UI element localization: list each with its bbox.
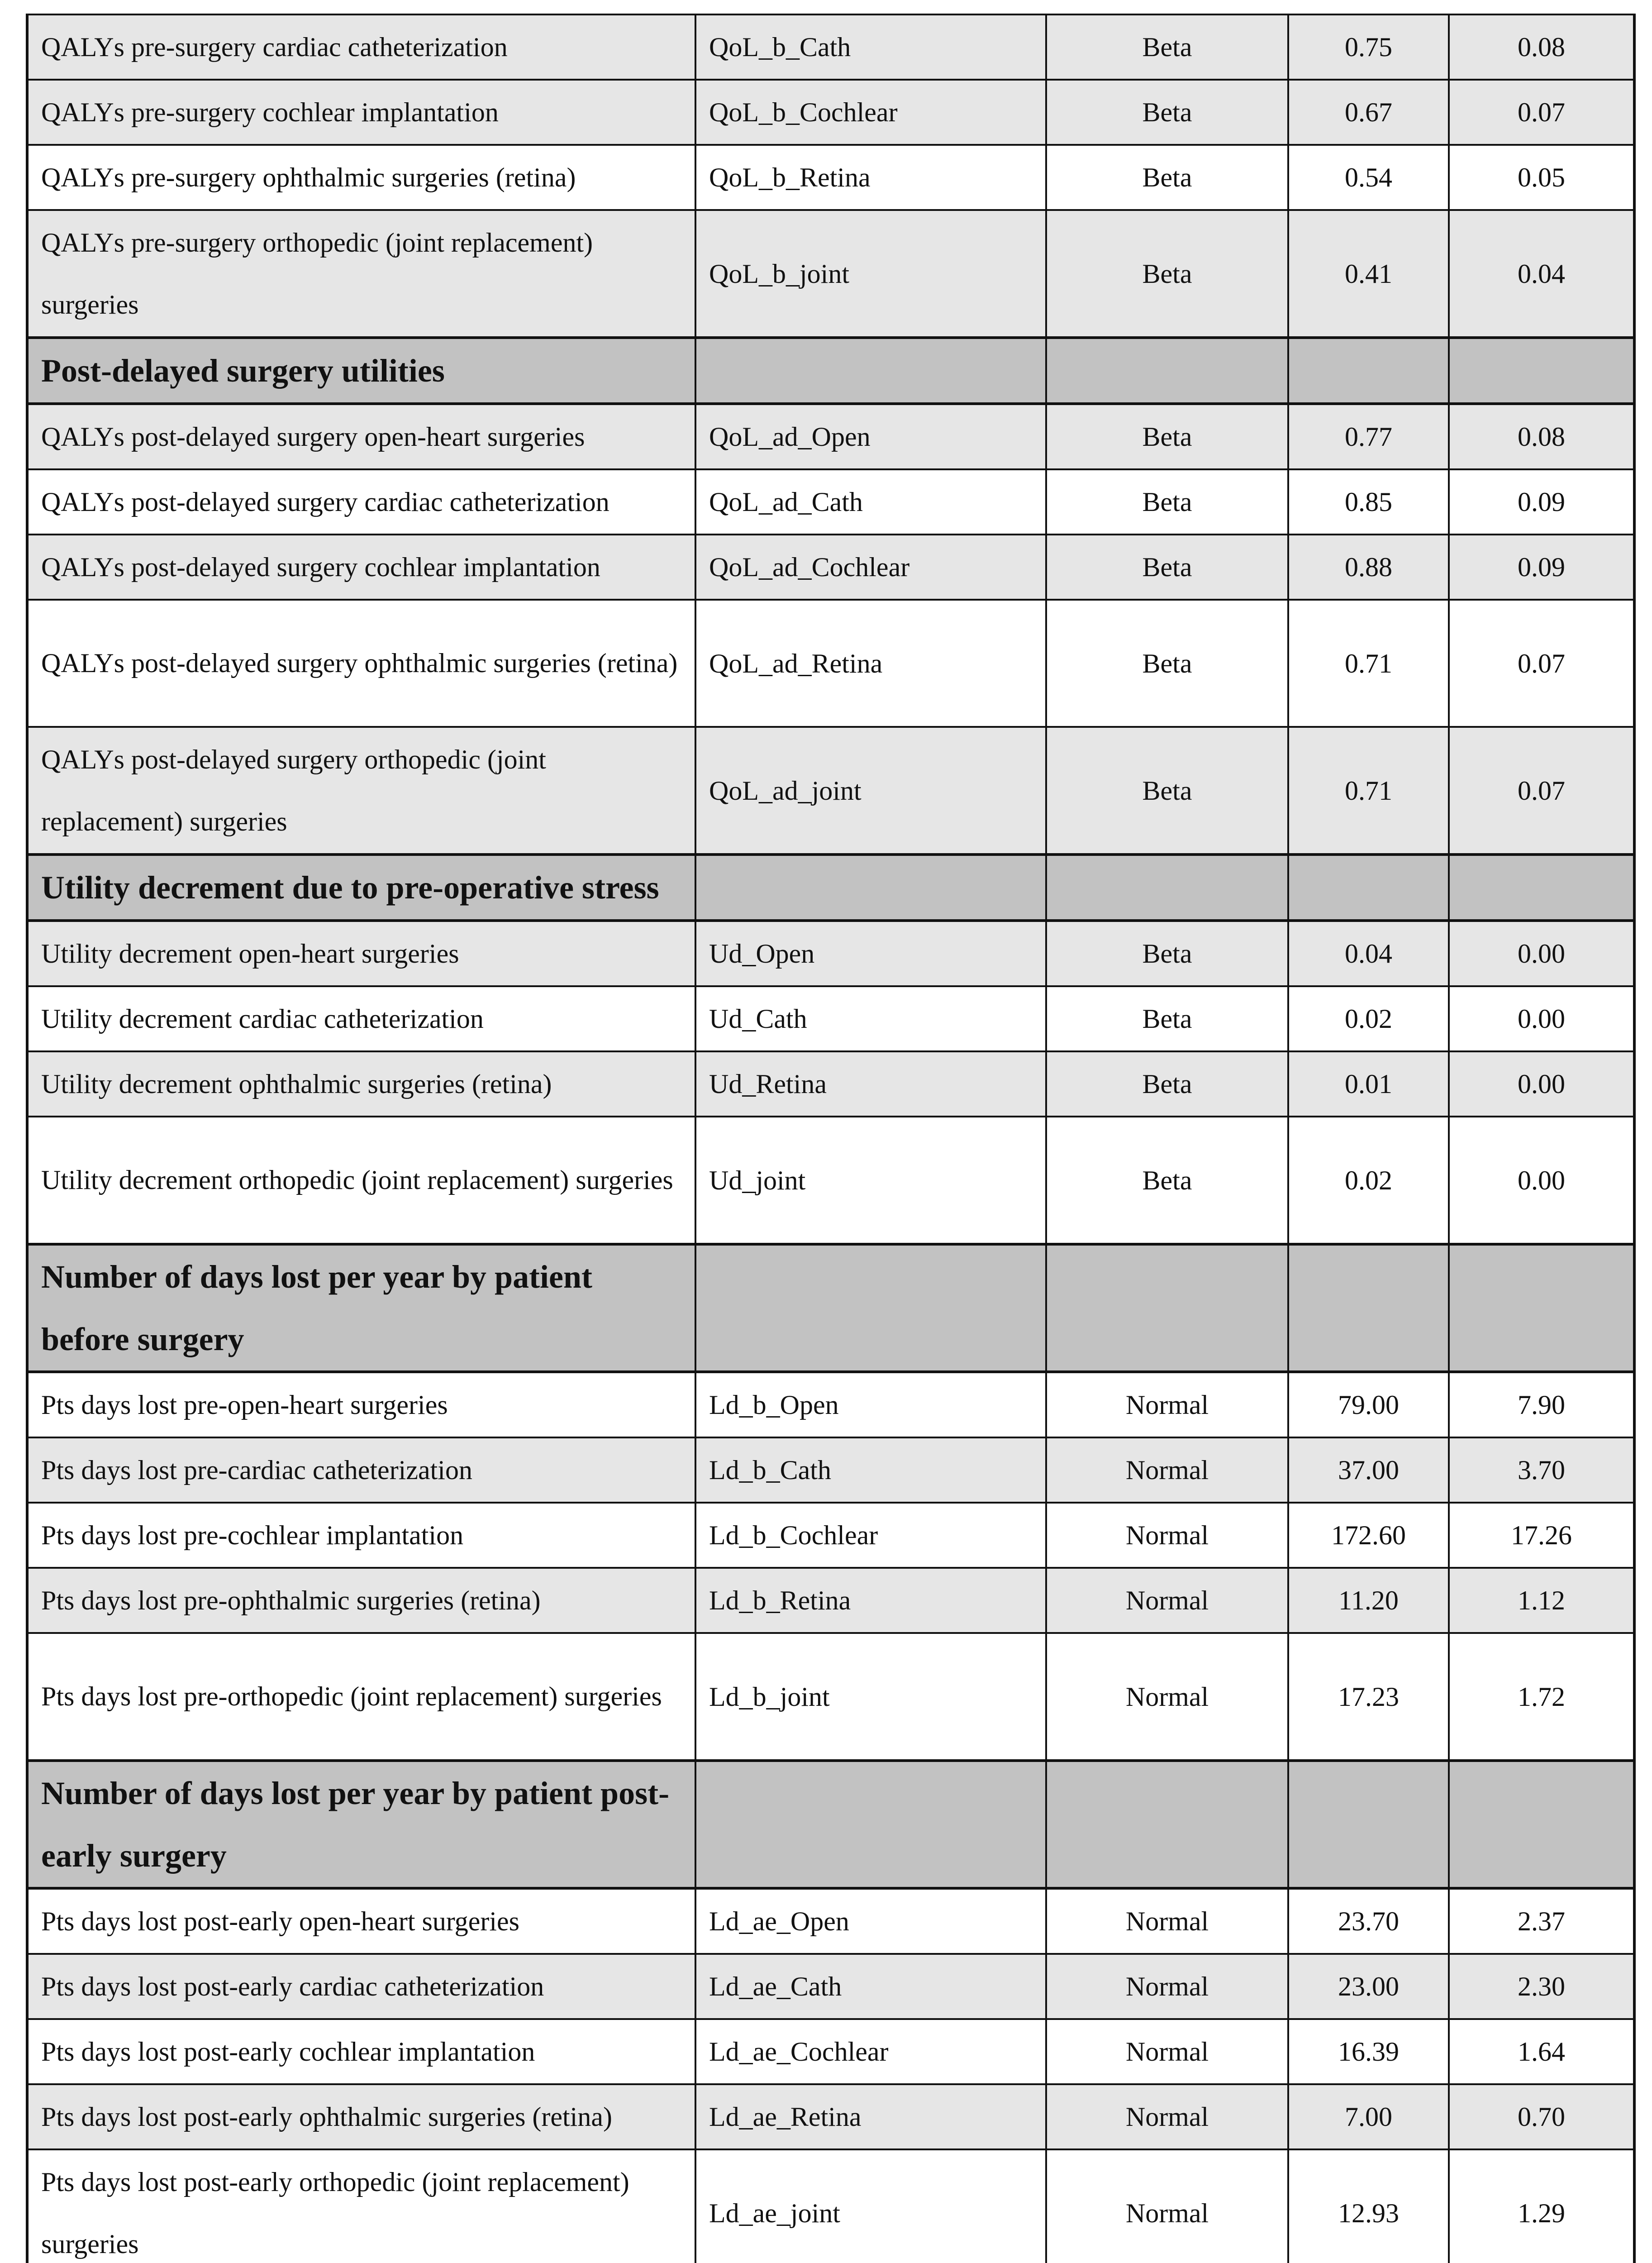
mean-value-cell: 37.00 bbox=[1288, 1437, 1449, 1503]
section-empty-cell bbox=[1288, 338, 1449, 404]
distribution-cell: Beta bbox=[1046, 1051, 1288, 1117]
standard-error-cell: 3.70 bbox=[1449, 1437, 1634, 1503]
parameter-code-cell: Ld_b_Open bbox=[695, 1372, 1046, 1437]
standard-error-cell: 0.07 bbox=[1449, 600, 1634, 727]
parameter-code-cell: QoL_ad_Cochlear bbox=[695, 535, 1046, 600]
standard-error-cell: 0.70 bbox=[1449, 2084, 1634, 2149]
distribution-cell: Beta bbox=[1046, 600, 1288, 727]
distribution-cell: Beta bbox=[1046, 210, 1288, 338]
table-row bbox=[27, 2019, 1634, 2084]
section-empty-cell bbox=[1288, 1244, 1449, 1372]
parameter-code-cell: Ud_joint bbox=[695, 1117, 1046, 1244]
mean-value-cell: 79.00 bbox=[1288, 1372, 1449, 1437]
mean-value-cell: 17.23 bbox=[1288, 1633, 1449, 1761]
standard-error-cell: 1.72 bbox=[1449, 1633, 1634, 1761]
section-title: Post-delayed surgery utilities bbox=[27, 338, 695, 404]
mean-value-cell: 0.85 bbox=[1288, 469, 1449, 535]
section-title: Utility decrement due to pre-operative stress bbox=[27, 855, 695, 921]
parameter-description-cell: QALYs pre-surgery ophthalmic surgeries (retina) bbox=[27, 145, 695, 210]
standard-error-cell: 0.05 bbox=[1449, 145, 1634, 210]
standard-error-cell: 17.26 bbox=[1449, 1503, 1634, 1568]
distribution-cell: Beta bbox=[1046, 921, 1288, 986]
table-row bbox=[27, 210, 1634, 338]
table-row bbox=[27, 1437, 1634, 1503]
standard-error-cell: 1.64 bbox=[1449, 2019, 1634, 2084]
parameter-code-cell: QoL_ad_Cath bbox=[695, 469, 1046, 535]
parameter-code-cell: Ld_ae_joint bbox=[695, 2149, 1046, 2263]
standard-error-cell: 1.29 bbox=[1449, 2149, 1634, 2263]
mean-value-cell: 172.60 bbox=[1288, 1503, 1449, 1568]
parameter-description-cell: Pts days lost post-early orthopedic (joint replacement) surgeries bbox=[27, 2149, 695, 2263]
table-row bbox=[27, 1051, 1634, 1117]
table-row bbox=[27, 535, 1634, 600]
table-row bbox=[27, 1954, 1634, 2019]
standard-error-cell: 2.37 bbox=[1449, 1888, 1634, 1954]
table-row bbox=[27, 600, 1634, 727]
parameter-description-cell: Utility decrement ophthalmic surgeries (retina) bbox=[27, 1051, 695, 1117]
distribution-cell: Beta bbox=[1046, 535, 1288, 600]
distribution-cell: Normal bbox=[1046, 1503, 1288, 1568]
section-title: Number of days lost per year by patient post-early surgery bbox=[27, 1761, 695, 1888]
distribution-cell: Normal bbox=[1046, 2149, 1288, 2263]
table-row bbox=[27, 1888, 1634, 1954]
parameters-table-body bbox=[27, 14, 1634, 2263]
mean-value-cell: 0.41 bbox=[1288, 210, 1449, 338]
parameter-description-cell: Pts days lost pre-open-heart surgeries bbox=[27, 1372, 695, 1437]
section-empty-cell bbox=[1449, 1244, 1634, 1372]
parameter-description-cell: Pts days lost post-early cochlear implantation bbox=[27, 2019, 695, 2084]
table-row bbox=[27, 1372, 1634, 1437]
table-row bbox=[27, 14, 1634, 80]
parameter-code-cell: QoL_b_Cath bbox=[695, 14, 1046, 80]
section-empty-cell bbox=[695, 855, 1046, 921]
section-empty-cell bbox=[1046, 855, 1288, 921]
mean-value-cell: 12.93 bbox=[1288, 2149, 1449, 2263]
standard-error-cell: 0.08 bbox=[1449, 14, 1634, 80]
parameter-description-cell: Pts days lost post-early ophthalmic surgeries (retina) bbox=[27, 2084, 695, 2149]
parameter-code-cell: QoL_b_Cochlear bbox=[695, 80, 1046, 145]
section-title: Number of days lost per year by patient before surgery bbox=[27, 1244, 695, 1372]
table-row bbox=[27, 986, 1634, 1051]
parameter-description-cell: Pts days lost post-early open-heart surgeries bbox=[27, 1888, 695, 1954]
standard-error-cell: 0.07 bbox=[1449, 80, 1634, 145]
distribution-cell: Normal bbox=[1046, 1372, 1288, 1437]
distribution-cell: Normal bbox=[1046, 1568, 1288, 1633]
mean-value-cell: 0.88 bbox=[1288, 535, 1449, 600]
parameter-description-cell: QALYs post-delayed surgery orthopedic (joint replacement) surgeries bbox=[27, 727, 695, 855]
distribution-cell: Normal bbox=[1046, 2019, 1288, 2084]
table-row bbox=[27, 145, 1634, 210]
standard-error-cell: 7.90 bbox=[1449, 1372, 1634, 1437]
mean-value-cell: 7.00 bbox=[1288, 2084, 1449, 2149]
distribution-cell: Beta bbox=[1046, 727, 1288, 855]
parameter-description-cell: Pts days lost pre-ophthalmic surgeries (retina) bbox=[27, 1568, 695, 1633]
parameter-description-cell: Utility decrement cardiac catheterization bbox=[27, 986, 695, 1051]
table-row bbox=[27, 727, 1634, 855]
mean-value-cell: 0.04 bbox=[1288, 921, 1449, 986]
mean-value-cell: 23.70 bbox=[1288, 1888, 1449, 1954]
parameter-code-cell: Ld_b_joint bbox=[695, 1633, 1046, 1761]
table-row bbox=[27, 80, 1634, 145]
section-empty-cell bbox=[1288, 855, 1449, 921]
parameter-code-cell: Ld_b_Retina bbox=[695, 1568, 1046, 1633]
distribution-cell: Normal bbox=[1046, 1437, 1288, 1503]
table-row bbox=[27, 2149, 1634, 2263]
section-header-row bbox=[27, 855, 1634, 921]
parameter-description-cell: QALYs pre-surgery orthopedic (joint replacement) surgeries bbox=[27, 210, 695, 338]
parameter-description-cell: QALYs post-delayed surgery cardiac catheterization bbox=[27, 469, 695, 535]
standard-error-cell: 0.00 bbox=[1449, 986, 1634, 1051]
mean-value-cell: 0.71 bbox=[1288, 600, 1449, 727]
parameter-description-cell: Utility decrement open-heart surgeries bbox=[27, 921, 695, 986]
section-header-row bbox=[27, 1244, 1634, 1372]
mean-value-cell: 0.02 bbox=[1288, 986, 1449, 1051]
table-row bbox=[27, 404, 1634, 469]
table-row bbox=[27, 469, 1634, 535]
parameter-code-cell: Ld_ae_Cochlear bbox=[695, 2019, 1046, 2084]
section-header-row bbox=[27, 338, 1634, 404]
distribution-cell: Beta bbox=[1046, 404, 1288, 469]
section-empty-cell bbox=[1449, 1761, 1634, 1888]
standard-error-cell: 0.08 bbox=[1449, 404, 1634, 469]
distribution-cell: Beta bbox=[1046, 145, 1288, 210]
section-empty-cell bbox=[1046, 338, 1288, 404]
parameter-description-cell: Utility decrement orthopedic (joint replacement) surgeries bbox=[27, 1117, 695, 1244]
standard-error-cell: 0.00 bbox=[1449, 1051, 1634, 1117]
standard-error-cell: 0.07 bbox=[1449, 727, 1634, 855]
table-row bbox=[27, 1633, 1634, 1761]
table-row bbox=[27, 1117, 1634, 1244]
table-row bbox=[27, 1568, 1634, 1633]
mean-value-cell: 0.54 bbox=[1288, 145, 1449, 210]
section-header-row bbox=[27, 1761, 1634, 1888]
parameter-code-cell: QoL_b_joint bbox=[695, 210, 1046, 338]
distribution-cell: Normal bbox=[1046, 1633, 1288, 1761]
section-empty-cell bbox=[1449, 855, 1634, 921]
mean-value-cell: 0.67 bbox=[1288, 80, 1449, 145]
section-empty-cell bbox=[695, 1761, 1046, 1888]
mean-value-cell: 11.20 bbox=[1288, 1568, 1449, 1633]
table-row bbox=[27, 1503, 1634, 1568]
table-row bbox=[27, 2084, 1634, 2149]
parameters-table bbox=[26, 14, 1636, 2263]
mean-value-cell: 0.02 bbox=[1288, 1117, 1449, 1244]
section-empty-cell bbox=[1046, 1244, 1288, 1372]
parameter-description-cell: QALYs pre-surgery cardiac catheterization bbox=[27, 14, 695, 80]
mean-value-cell: 0.71 bbox=[1288, 727, 1449, 855]
parameter-code-cell: Ld_ae_Open bbox=[695, 1888, 1046, 1954]
parameter-code-cell: QoL_ad_joint bbox=[695, 727, 1046, 855]
standard-error-cell: 0.09 bbox=[1449, 535, 1634, 600]
section-empty-cell bbox=[1046, 1761, 1288, 1888]
parameter-description-cell: Pts days lost pre-cardiac catheterization bbox=[27, 1437, 695, 1503]
distribution-cell: Beta bbox=[1046, 986, 1288, 1051]
distribution-cell: Beta bbox=[1046, 14, 1288, 80]
table-row bbox=[27, 921, 1634, 986]
parameter-code-cell: Ld_ae_Cath bbox=[695, 1954, 1046, 2019]
section-empty-cell bbox=[695, 1244, 1046, 1372]
standard-error-cell: 0.00 bbox=[1449, 1117, 1634, 1244]
section-empty-cell bbox=[695, 338, 1046, 404]
standard-error-cell: 0.04 bbox=[1449, 210, 1634, 338]
parameter-description-cell: Pts days lost pre-cochlear implantation bbox=[27, 1503, 695, 1568]
distribution-cell: Normal bbox=[1046, 1954, 1288, 2019]
mean-value-cell: 0.77 bbox=[1288, 404, 1449, 469]
standard-error-cell: 1.12 bbox=[1449, 1568, 1634, 1633]
parameter-code-cell: Ud_Retina bbox=[695, 1051, 1046, 1117]
parameter-code-cell: Ud_Open bbox=[695, 921, 1046, 986]
mean-value-cell: 0.01 bbox=[1288, 1051, 1449, 1117]
standard-error-cell: 0.00 bbox=[1449, 921, 1634, 986]
distribution-cell: Beta bbox=[1046, 80, 1288, 145]
distribution-cell: Beta bbox=[1046, 1117, 1288, 1244]
section-empty-cell bbox=[1449, 338, 1634, 404]
mean-value-cell: 23.00 bbox=[1288, 1954, 1449, 2019]
standard-error-cell: 2.30 bbox=[1449, 1954, 1634, 2019]
section-empty-cell bbox=[1288, 1761, 1449, 1888]
parameter-code-cell: Ld_ae_Retina bbox=[695, 2084, 1046, 2149]
parameter-description-cell: QALYs post-delayed surgery ophthalmic surgeries (retina) bbox=[27, 600, 695, 727]
parameter-description-cell: QALYs post-delayed surgery open-heart surgeries bbox=[27, 404, 695, 469]
standard-error-cell: 0.09 bbox=[1449, 469, 1634, 535]
mean-value-cell: 0.75 bbox=[1288, 14, 1449, 80]
parameter-description-cell: QALYs post-delayed surgery cochlear implantation bbox=[27, 535, 695, 600]
parameter-code-cell: Ld_b_Cath bbox=[695, 1437, 1046, 1503]
distribution-cell: Normal bbox=[1046, 2084, 1288, 2149]
parameter-code-cell: QoL_b_Retina bbox=[695, 145, 1046, 210]
distribution-cell: Beta bbox=[1046, 469, 1288, 535]
parameter-code-cell: QoL_ad_Retina bbox=[695, 600, 1046, 727]
parameter-description-cell: Pts days lost post-early cardiac catheterization bbox=[27, 1954, 695, 2019]
parameter-description-cell: QALYs pre-surgery cochlear implantation bbox=[27, 80, 695, 145]
parameter-code-cell: Ld_b_Cochlear bbox=[695, 1503, 1046, 1568]
parameter-code-cell: QoL_ad_Open bbox=[695, 404, 1046, 469]
mean-value-cell: 16.39 bbox=[1288, 2019, 1449, 2084]
parameter-description-cell: Pts days lost pre-orthopedic (joint replacement) surgeries bbox=[27, 1633, 695, 1761]
document-page bbox=[26, 14, 1633, 2263]
parameter-code-cell: Ud_Cath bbox=[695, 986, 1046, 1051]
distribution-cell: Normal bbox=[1046, 1888, 1288, 1954]
